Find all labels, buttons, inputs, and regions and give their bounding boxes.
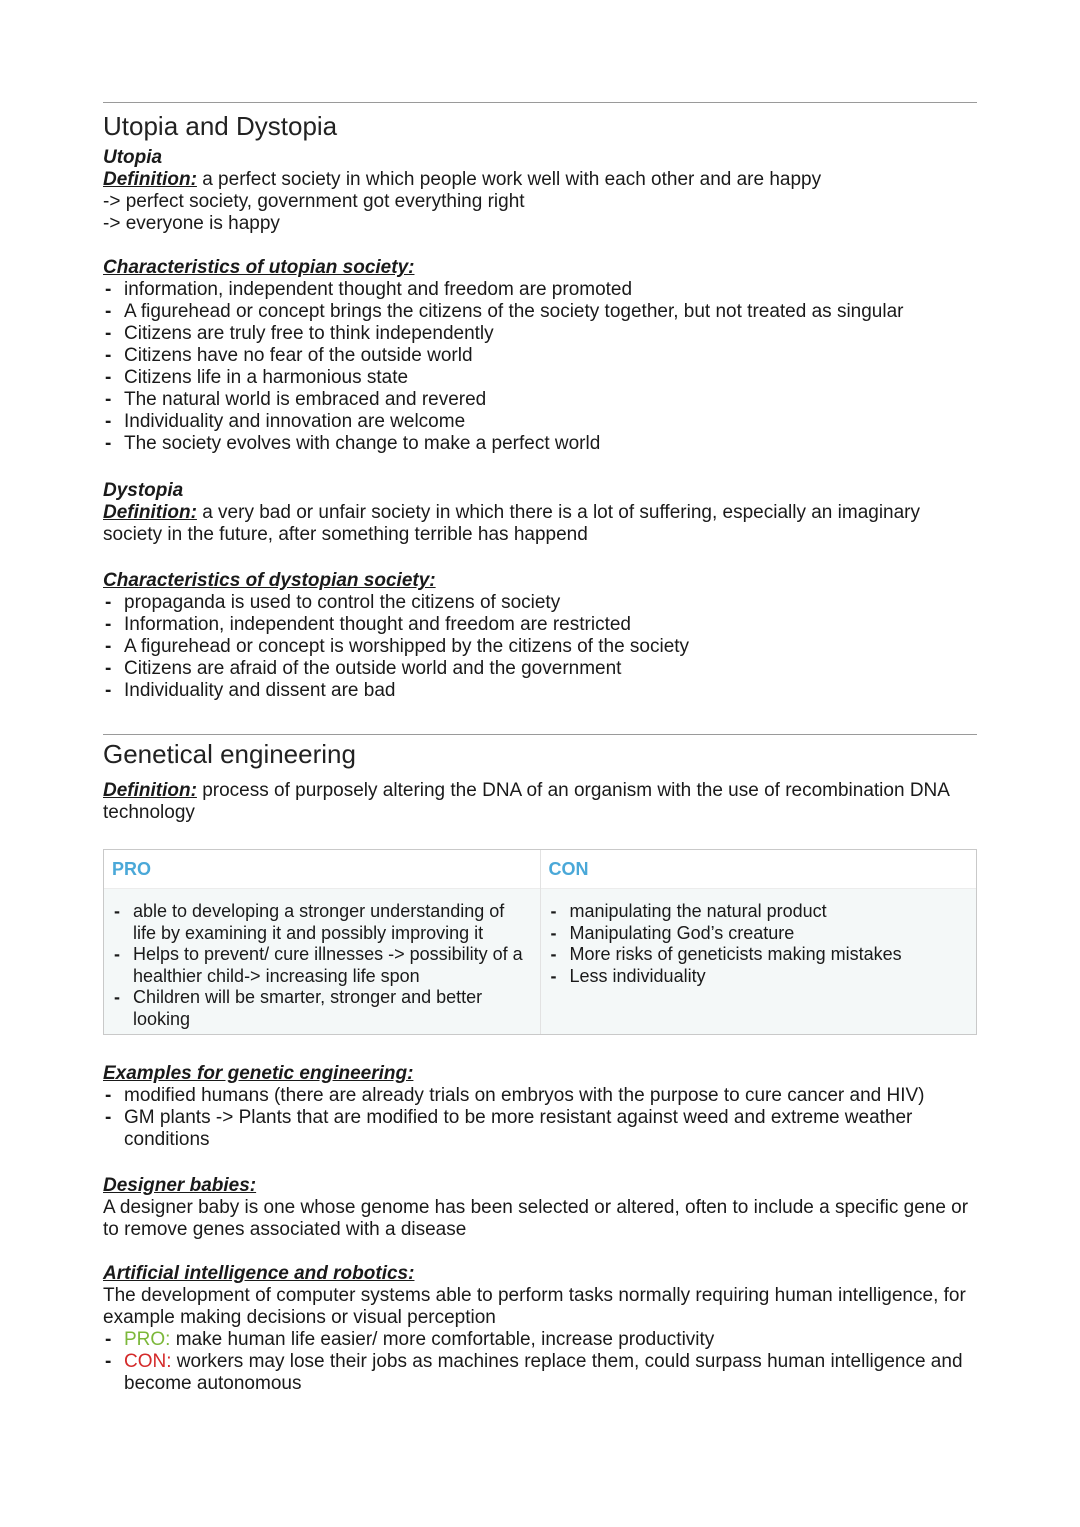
examples-heading: Examples for genetic engineering: (103, 1063, 414, 1084)
utopia-heading: Utopia (103, 147, 163, 168)
dystopia-heading: Dystopia (103, 480, 184, 501)
utopia-characteristics-heading: Characteristics of utopian society: (103, 257, 415, 278)
ai-text: The development of computer systems able to perform tasks normally requiring human intelligence, for example making decisions or visual perception (103, 1285, 966, 1328)
ai-pros-cons-list (103, 1329, 977, 1395)
document-page (103, 0, 977, 1395)
list-item: - Citizens have no fear of the outside world (103, 345, 977, 367)
list-item: - Individuality and dissent are bad (103, 680, 977, 702)
genetic-definition-label: Definition: (103, 780, 197, 801)
utopia-definition-text: a perfect society in which people work well with each other and are happy (196, 169, 822, 190)
dystopia-definition-text: a very bad or unfair society in which there is a lot of suffering, especially an imaginary society in the future, after something terrible has happend (103, 502, 921, 545)
list-item: - Citizens are truly free to think independently (103, 323, 977, 345)
ai-pro-text: make human life easier/ more comfortable, increase productivity (170, 1329, 715, 1350)
ai-con-item (103, 1351, 977, 1395)
genetic-definition-text: process of purposely altering the DNA of an organism with the use of recombination DNA technology (103, 780, 949, 823)
dystopia-definition (103, 502, 977, 546)
list-item: - Citizens life in a harmonious state (103, 367, 977, 389)
list-item: - Individuality and innovation are welcome (103, 411, 977, 433)
top-divider (103, 102, 977, 103)
list-item: - Children will be smarter, stronger and better looking (112, 987, 532, 1030)
utopia-definition (103, 169, 977, 191)
designer-babies-heading: Designer babies: (103, 1175, 257, 1196)
ai-con-text: workers may lose their jobs as machines replace them, could surpass human intelligence and become autonomous (124, 1351, 963, 1394)
dystopia-characteristics-heading: Characteristics of dystopian society: (103, 570, 436, 591)
utopia-note-2: -> everyone is happy (103, 213, 280, 234)
list-item: - Helps to prevent/ cure illnesses -> possibility of a healthier child-> increasing life spon (112, 944, 532, 987)
list-item: - information, independent thought and freedom are promoted (103, 279, 977, 301)
dystopia-characteristics-list (103, 592, 977, 702)
examples-list (103, 1085, 977, 1151)
dystopia-definition-label: Definition: (103, 502, 197, 523)
list-item: - The society evolves with change to make a perfect world (103, 433, 977, 455)
pros-cons-table (103, 849, 977, 1035)
ai-heading: Artificial intelligence and robotics: (103, 1263, 415, 1284)
ai-pro-label: PRO: (124, 1329, 171, 1350)
list-item: - The natural world is embraced and revered (103, 389, 977, 411)
pro-column-body (104, 889, 540, 1039)
ai-con-label: CON: (124, 1351, 172, 1372)
list-item: - Manipulating God’s creature (549, 923, 969, 945)
designer-babies-text: A designer baby is one whose genome has been selected or altered, often to include a specific gene or to remove genes associated with a disease (103, 1197, 969, 1240)
utopia-definition-label: Definition: (103, 169, 197, 190)
list-item: - Information, independent thought and freedom are restricted (103, 614, 977, 636)
pro-column (104, 850, 540, 1034)
con-column (540, 850, 977, 1034)
con-column-body (541, 889, 977, 995)
list-item: - A figurehead or concept brings the citizens of the society together, but not treated as singular (103, 301, 977, 323)
con-column-header: CON (541, 850, 977, 889)
list-item: - modified humans (there are already trials on embryos with the purpose to cure cancer and HIV) (103, 1085, 977, 1107)
section-title-genetical-engineering: Genetical engineering (103, 739, 356, 769)
list-item: - Citizens are afraid of the outside world and the government (103, 658, 977, 680)
utopia-note-1: -> perfect society, government got everything right (103, 191, 525, 212)
section-divider (103, 734, 977, 735)
list-item: - A figurehead or concept is worshipped by the citizens of the society (103, 636, 977, 658)
utopia-characteristics-list (103, 279, 977, 455)
pro-column-header: PRO (104, 850, 540, 889)
con-list (549, 901, 969, 987)
genetic-definition (103, 780, 977, 824)
list-item: - GM plants -> Plants that are modified to be more resistant against weed and extreme weather conditions (103, 1107, 977, 1151)
list-item: - propaganda is used to control the citizens of society (103, 592, 977, 614)
pro-list (112, 901, 532, 1031)
list-item: - More risks of geneticists making mistakes (549, 944, 969, 966)
ai-pro-item (103, 1329, 977, 1351)
list-item: - able to developing a stronger understanding of life by examining it and possibly improving it (112, 901, 532, 944)
list-item: - Less individuality (549, 966, 969, 988)
list-item: - manipulating the natural product (549, 901, 969, 923)
section-title-utopia-dystopia: Utopia and Dystopia (103, 111, 338, 141)
